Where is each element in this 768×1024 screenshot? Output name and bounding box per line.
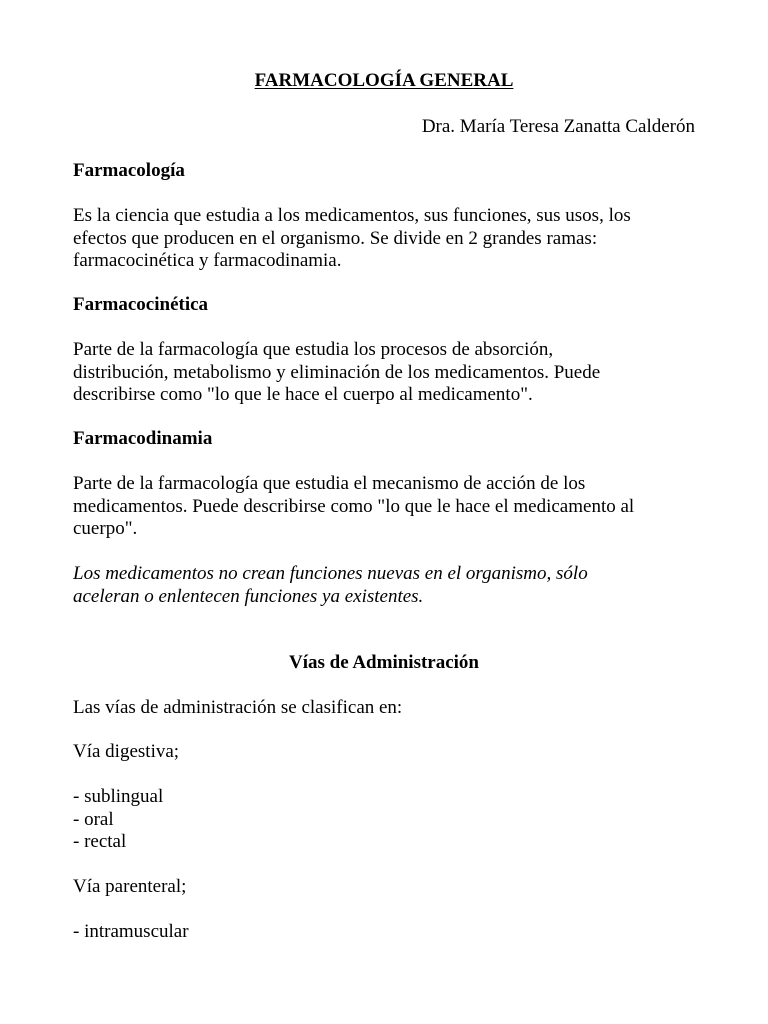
vias-intro: Las vías de administración se clasifican en: [73,697,403,718]
via-parenteral-list [73,921,189,944]
section-paragraph-farmacodinamia [73,473,695,541]
paragraph-line: Parte de la farmacología que estudia los procesos de absorción, [73,339,554,360]
paragraph-line: efectos que producen en el organismo. Se divide en 2 grandes ramas: [73,227,598,249]
paragraph-line: cuerpo". [73,518,138,539]
note-line: aceleran o enlentecen funciones ya existentes. [73,585,424,607]
list-item: - intramuscular [73,921,189,942]
list-item: - sublingual [73,786,164,807]
section-heading-farmacologia: Farmacología [73,160,185,181]
document-author: Dra. María Teresa Zanatta Calderón [421,116,695,137]
vias-heading: Vías de Administración [288,652,480,673]
section-heading-farmacocinetica: Farmacocinética [73,294,209,315]
document-page [73,0,695,1024]
section-heading-farmacodinamia: Farmacodinamia [73,428,213,449]
document-title: FARMACOLOGÍA GENERAL [254,70,514,91]
paragraph-line: Parte de la farmacología que estudia el mecanismo de acción de los [73,473,586,494]
list-item: - oral [73,808,114,830]
paragraph-line: describirse como "lo que le hace el cuerpo al medicamento". [73,384,533,405]
section-paragraph-farmacocinetica [73,339,695,407]
via-digestiva-label: Vía digestiva; [73,741,180,762]
paragraph-line: medicamentos. Puede describirse como "lo que le hace el medicamento al [73,495,635,517]
italic-note [73,563,695,608]
paragraph-line: distribución, metabolismo y eliminación de los medicamentos. Puede [73,361,601,383]
paragraph-line: Es la ciencia que estudia a los medicamentos, sus funciones, sus usos, los [73,205,631,226]
via-parenteral-label: Vía parenteral; [73,876,187,897]
via-digestiva-list [73,786,163,854]
list-item: - rectal [73,831,127,852]
paragraph-line: farmacocinética y farmacodinamia. [73,250,342,271]
note-line: Los medicamentos no crean funciones nuevas en el organismo, sólo [73,563,588,584]
section-paragraph-farmacologia [73,205,695,273]
